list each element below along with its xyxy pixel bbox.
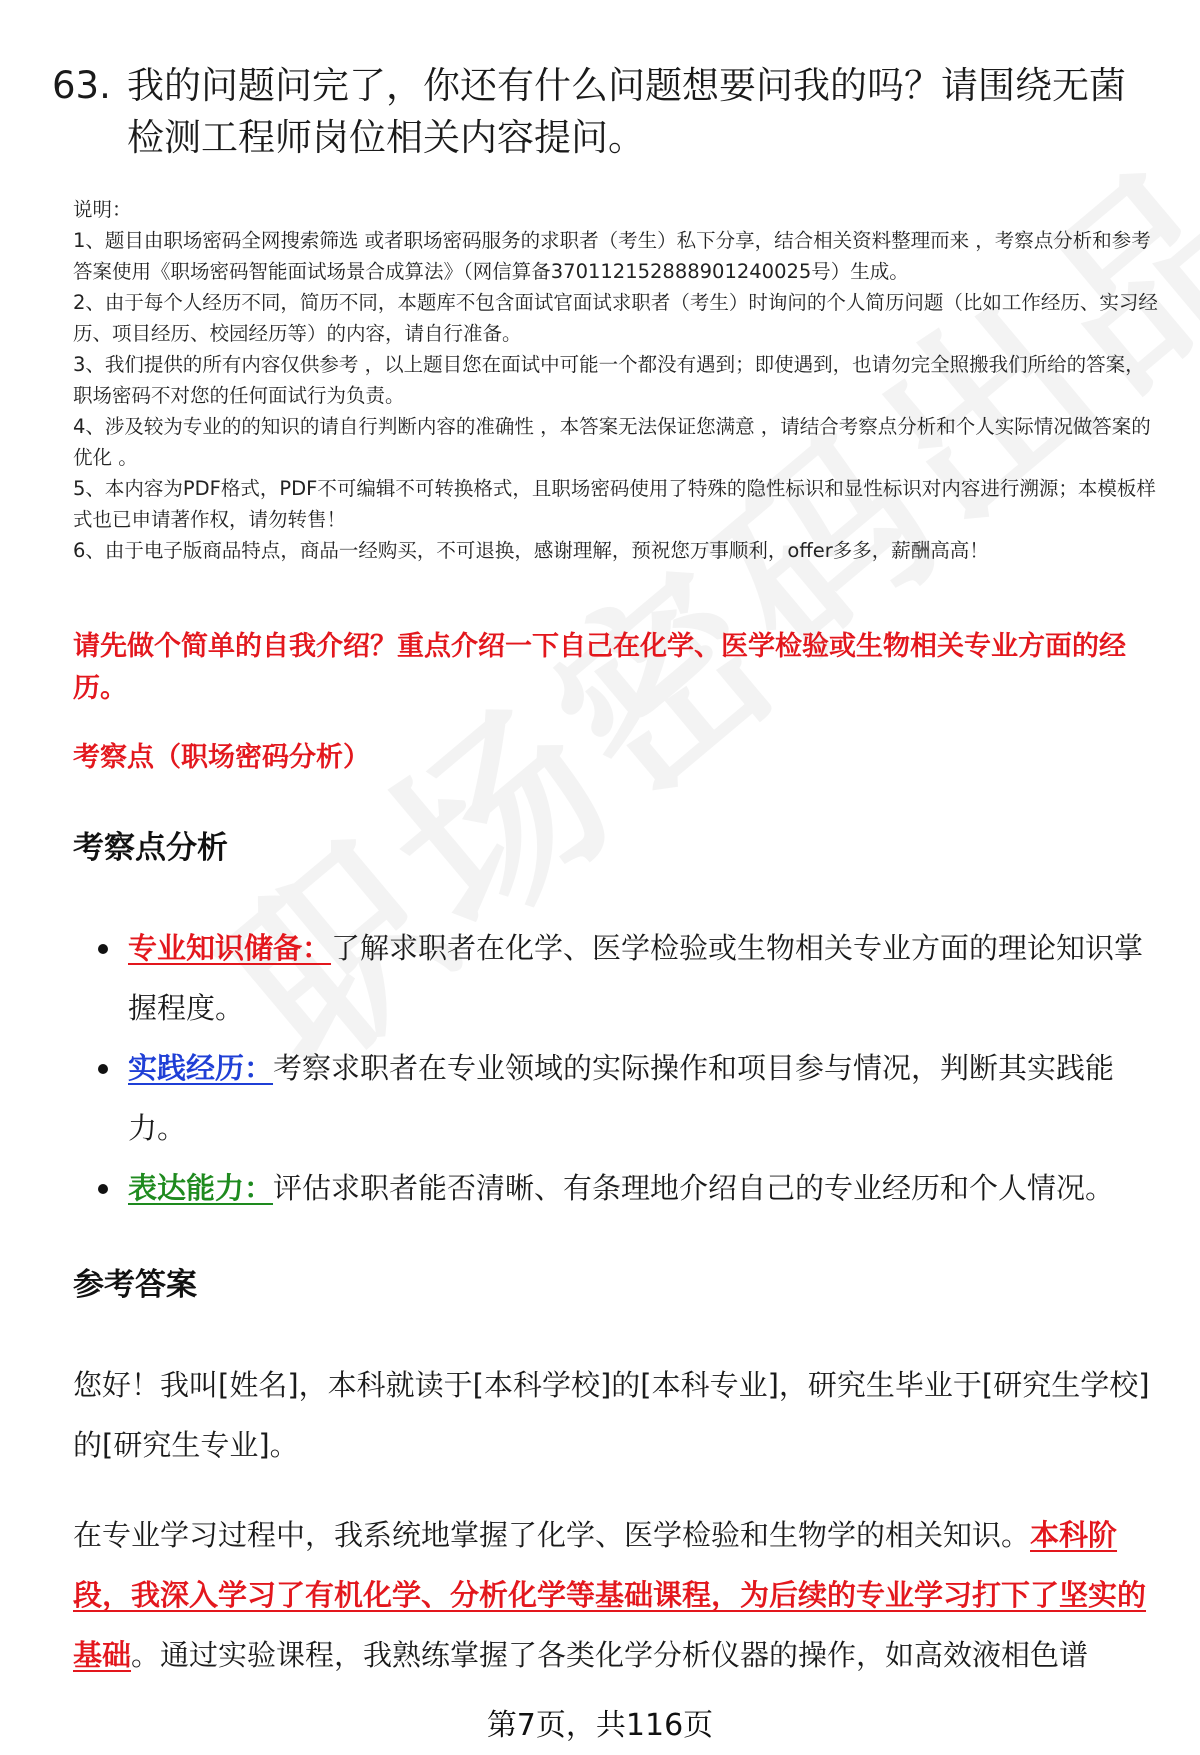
analysis-tag: 考察点（职场密码分析） <box>73 742 370 773</box>
answer-paragraph: 您好！我叫[姓名]，本科就读于[本科学校]的[本科专业]，研究生毕业于[研究生学校]的[研究生专业]。 <box>73 1368 1150 1462</box>
page-number: 第7页，共116页 <box>486 1708 714 1743</box>
analysis-list <box>98 918 1148 1218</box>
notes-item: 6、由于电子版商品特点，商品一经购买，不可退换，感谢理解，预祝您万事顺利，offer多多，薪酬高高！ <box>73 539 989 562</box>
notes-item: 1、题目由职场密码全网搜索筛选 或者职场密码服务的求职者（考生）私下分享，结合相关资料整理而来 ，考察点分析和参考答案使用《职场密码智能面试场景合成算法》（网信算备370112152888901240025号）生成。 <box>73 229 1151 283</box>
sub-question: 请先做个简单的自我介绍？重点介绍一下自己在化学、医学检验或生物相关专业方面的经历。 <box>73 631 1126 704</box>
list-item <box>98 918 1148 1038</box>
bullet-text: 考察求职者在专业领域的实际操作和项目参与情况，判断其实践能力。 <box>128 1051 1115 1145</box>
notes-item: 4、涉及较为专业的的知识的请自行判断内容的准确性 ，本答案无法保证您满意 ，请结合考察点分析和个人实际情况做答案的优化 。 <box>73 415 1151 469</box>
bullet-key: 表达能力： <box>128 1171 274 1205</box>
answer-paragraph <box>73 1505 1153 1685</box>
list-item <box>98 1158 1148 1218</box>
answer-highlight: 本科阶段，我深入学习了有机化学、分析化学等基础课程，为后续的专业学习打下了坚实的基础 <box>73 1518 1147 1672</box>
list-item <box>98 1038 1148 1158</box>
bullet-text: 评估求职者能否清晰、有条理地介绍自己的专业经历和个人情况。 <box>273 1171 1115 1205</box>
notes-heading: 说明： <box>73 198 132 221</box>
notes-item: 3、我们提供的所有内容仅供参考 ，以上题目您在面试中可能一个都没有遇到；即使遇到，也请勿完全照搬我们所给的答案，职场密码不对您的任何面试行为负责。 <box>73 353 1145 407</box>
bullet-key: 实践经历： <box>128 1051 274 1085</box>
answer-heading: 参考答案 <box>73 1267 197 1303</box>
question-heading <box>52 60 1152 164</box>
question-text: 我的问题问完了，你还有什么问题想要问我的吗？请围绕无菌检测工程师岗位相关内容提问。 <box>127 64 1126 159</box>
disclaimer-notes <box>73 194 1163 566</box>
bullet-icon <box>98 1064 108 1074</box>
notes-item: 5、本内容为PDF格式，PDF不可编辑不可转换格式，且职场密码使用了特殊的隐性标识和显性标识对内容进行溯源；本模板样式也已申请著作权，请勿转售！ <box>73 477 1156 531</box>
analysis-heading: 考察点分析 <box>73 830 228 866</box>
question-number: 63. <box>52 64 111 107</box>
bullet-text: 了解求职者在化学、医学检验或生物相关专业方面的理论知识掌握程度。 <box>128 931 1144 1025</box>
bullet-icon <box>98 1184 108 1194</box>
notes-item: 2、由于每个人经历不同，简历不同，本题库不包含面试官面试求职者（考生）时询问的个人简历问题（比如工作经历、实习经历、项目经历、校园经历等）的内容，请自行准备。 <box>73 291 1158 345</box>
bullet-icon <box>98 944 108 954</box>
answer-text: 在专业学习过程中，我系统地掌握了化学、医学检验和生物学的相关知识。 <box>73 1518 1031 1552</box>
bullet-key: 专业知识储备： <box>128 931 332 965</box>
answer-text: 。通过实验课程，我熟练掌握了各类化学分析仪器的操作，如高效液相色谱 <box>131 1638 1089 1672</box>
